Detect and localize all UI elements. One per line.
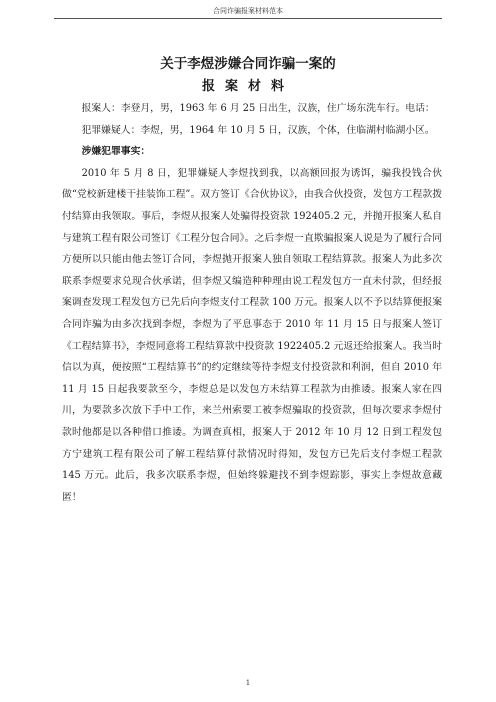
page-number: 1 bbox=[245, 679, 251, 687]
reporter-paragraph: 报案人：李登月，男，1963 年 6 月 25 日出生，汉族，住广场东洗车行。电话： bbox=[81, 103, 435, 114]
document-subtitle: 报案材料 bbox=[201, 79, 294, 94]
facts-paragraph: 2010 年 5 月 8 日，犯罪嫌疑人李煜找到我，以高额回报为诱饵，骗我投钱合伙做“党校新建楼干挂装饰工程”。双方签订《合伙协议》，由我合伙投资，发包方工程款拨付结算由我领取。事后，李煜从报案人处骗得投资款 192405.2 元，并抛开报案人私自与建筑工程有限公司签订《工程分包合同》。之后李煜一直欺骗报案人说是为了履行合同方便所以只能由他去签订合同，李煜抛开报案人独自领取工程结算款。报案人为此多次联系李煜要求兑现合伙承诺，但李煜又编造种种理由说工程发包方一直未付款，但经报案调查发现工程发包方已先后向李煜支付工程款 100 万元。报案人以不予以结算便报案合同诈骗为由多次找到李煜，李煜为了平息事态于 2010 年 11 月 15 日与报案人签订《工程结算书》，李煜同意将工程结算款中投资款 1922405.2 元返还给报案人。我当时信以为真，便按照“工程结算书”的约定继续等待李煜支付投资款和利润，但自 2010 年 11 月 15 日起我要款至今，李煜总是以发包方未结算工程款为由推诿。报案人家在四川，为要款多次放下手中工作，来兰州索要工被李煜骗取的投资款，但每次要求李煜付款时他都是以各种借口推诿。为调查真相，报案人于 2012 年 10 月 12 日到工程发包方宁建筑工程有限公司了解工程结算付款情况时得知，发包方已先后支付李煜工程款 145 万元。此后，我多次联系李煜，但始终躲避找不到李煜踪影，事实上李煜故意藏匿！ bbox=[62, 167, 442, 503]
suspect-paragraph: 犯罪嫌疑人：李煜，男，1964 年 10 月 5 日，汉族，个体，住临湖村临湖小区。 bbox=[81, 124, 435, 136]
document-title: 关于李煜涉嫌合同诈骗一案的 bbox=[160, 56, 336, 72]
document-body bbox=[62, 98, 442, 508]
page-header: 合同诈骗报案材料范本 bbox=[213, 7, 283, 15]
facts-heading: 涉嫌犯罪事实： bbox=[81, 146, 151, 158]
header-divider bbox=[54, 18, 442, 19]
